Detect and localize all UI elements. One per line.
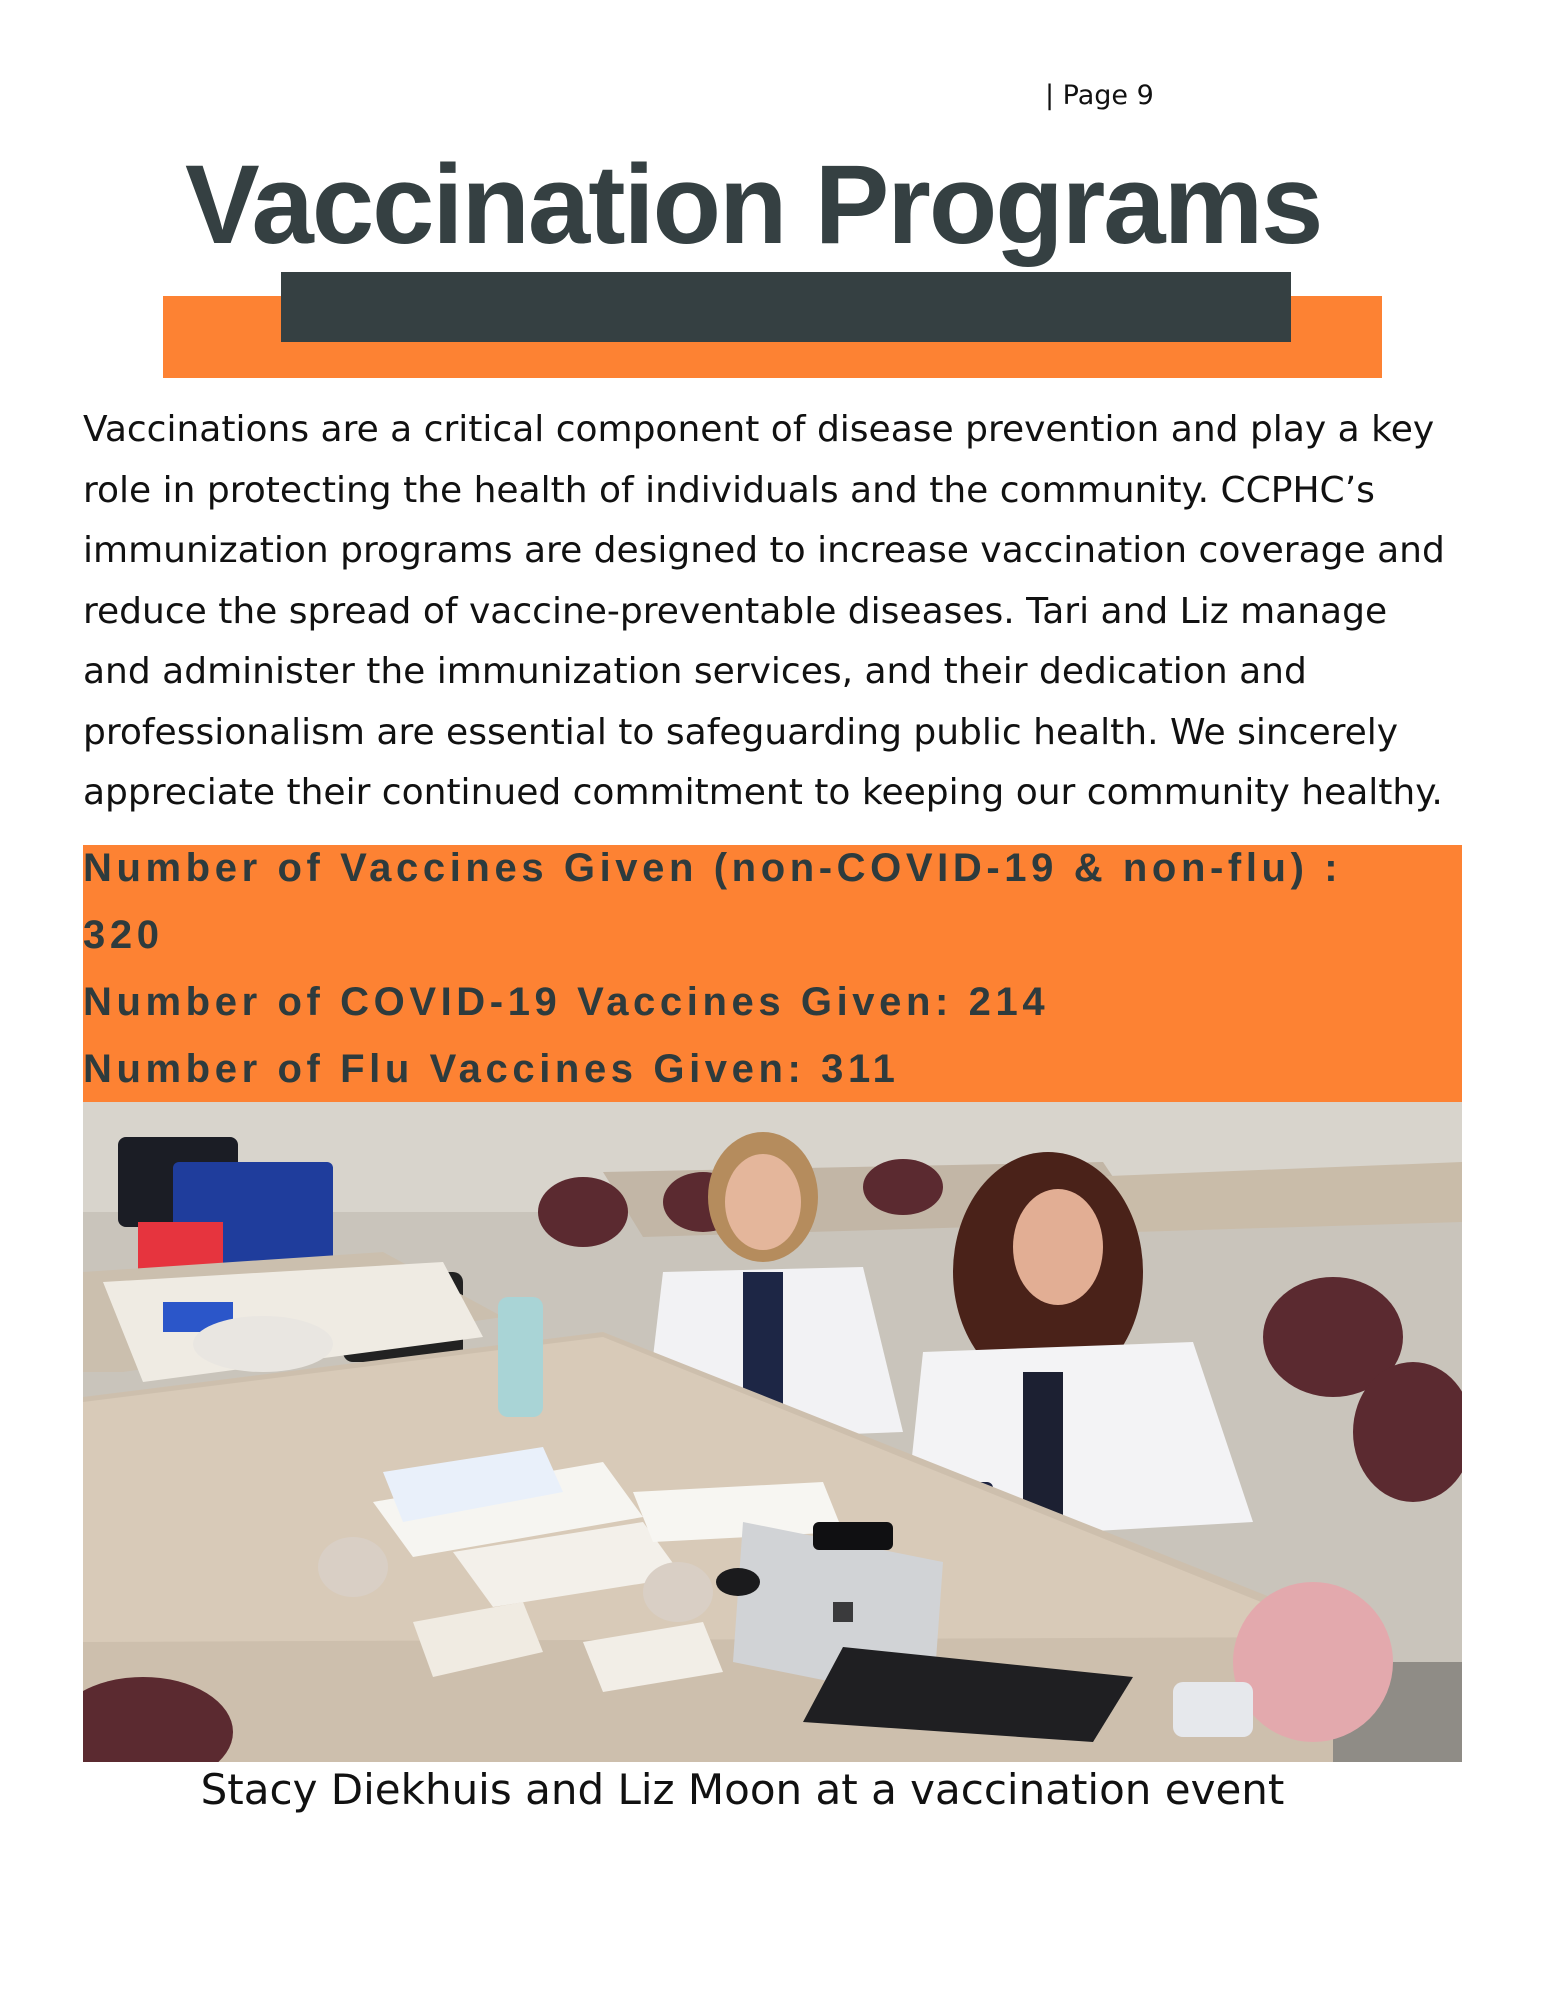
stat-flu: Number of Flu Vaccines Given: 311 bbox=[83, 1047, 900, 1091]
stat-non-covid-value: 320 bbox=[83, 913, 164, 957]
stat-non-covid-label: Number of Vaccines Given (non-COVID-19 & non-flu) : bbox=[83, 846, 1343, 890]
page-title: Vaccination Programs bbox=[185, 142, 1322, 267]
paragraph-line: appreciate their continued commitment to keeping our community healthy. bbox=[83, 772, 1443, 813]
paragraph-line: and administer the immunization services, and their dedication and bbox=[83, 651, 1307, 692]
page-number: | Page 9 bbox=[1045, 80, 1154, 111]
paragraph-line: professionalism are essential to safeguarding public health. We sincerely bbox=[83, 711, 1399, 753]
paragraph-line: immunization programs are designed to increase vaccination coverage and bbox=[83, 530, 1445, 571]
paragraph-line: role in protecting the health of individuals and the community. CCPHC’s bbox=[83, 469, 1375, 511]
vaccine-stats-box bbox=[83, 845, 1462, 1102]
event-photo-illustration bbox=[83, 1102, 1462, 1762]
photo-caption: Stacy Diekhuis and Liz Moon at a vaccination event bbox=[200, 1765, 1285, 1814]
event-photo bbox=[83, 1102, 1462, 1762]
intro-paragraph bbox=[83, 400, 1483, 824]
paragraph-line: reduce the spread of vaccine-preventable diseases. Tari and Liz manage bbox=[83, 590, 1388, 632]
stat-covid: Number of COVID-19 Vaccines Given: 214 bbox=[83, 980, 1050, 1024]
title-dark-bar bbox=[281, 272, 1291, 342]
paragraph-line: Vaccinations are a critical component of disease prevention and play a key bbox=[83, 409, 1435, 450]
